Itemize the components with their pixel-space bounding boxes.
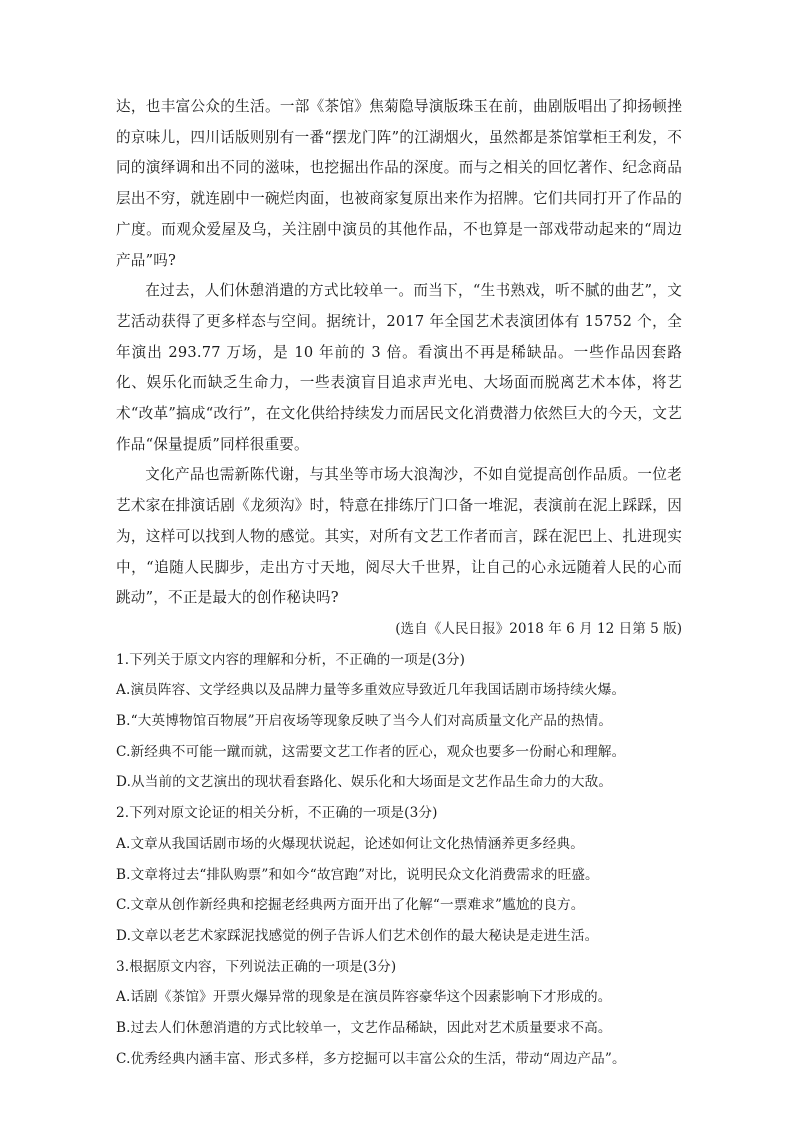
question-option: D.从当前的文艺演出的现状看套路化、娱乐化和大场面是文艺作品生命力的大敌。	[116, 774, 613, 791]
question-option: D.文章以老艺术家踩泥找感觉的例子告诉人们艺术创作的最大秘诀是走进生活。	[116, 927, 599, 944]
question-list	[116, 645, 682, 1075]
question-option: A.文章从我国话剧市场的火爆现状说起，论述如何让文化热情涵养更多经典。	[116, 835, 584, 852]
page-content	[116, 92, 682, 1075]
question-option: C.优秀经典内涵丰富、形式多样，多方挖掘可以丰富公众的生活，带动“周边产品”。	[116, 1050, 626, 1067]
question-option: C.新经典不可能一蹴而就，这需要文艺工作者的匠心，观众也要多一份耐心和理解。	[116, 743, 626, 760]
question-option: B.过去人们休憩消遣的方式比较单一，文艺作品稀缺，因此对艺术质量要求不高。	[116, 1020, 612, 1037]
question-1	[116, 645, 682, 799]
question-stem: 2.下列对原文论证的相关分析，不正确的一项是(3分)	[116, 805, 438, 822]
question-stem: 3.根据原文内容，下列说法正确的一项是(3分)	[116, 958, 397, 975]
article-paragraph-3: 文化产品也需新陈代谢，与其坐等市场大浪淘沙，不如自觉提高创作品质。一位老艺术家在排演话剧《龙须沟》时，特意在排练厅门口备一堆泥，表演前在泥上踩踩，因为，这样可以找到人物的感觉。其实，对所有文艺工作者而言，踩在泥巴上、扎进现实中，“追随人民脚步，走出方寸天地，阅尽大千世界，让自己的心永远随着人民的心而跳动”，不正是最大的创作秘诀吗?	[116, 466, 682, 607]
question-option: A.演员阵容、文学经典以及品牌力量等多重效应导致近几年我国话剧市场持续火爆。	[116, 682, 626, 699]
question-option: B.文章将过去“排队购票”和如今“故宫跑”对比，说明民众文化消费需求的旺盛。	[116, 866, 599, 883]
question-2	[116, 798, 682, 952]
question-option: C.文章从创作新经典和挖掘老经典两方面开出了化解“一票难求”尴尬的良方。	[116, 897, 585, 914]
article-paragraph-2: 在过去，人们休憩消遣的方式比较单一。而当下，“生书熟戏，听不腻的曲艺”，文艺活动获得了更多样态与空间。据统计，2017 年全国艺术表演团体有 15752 个，全年演出 293.77 万场，是 10 年前的 3 倍。看演出不再是稀缺品。一些作品因套路化、娱乐化而缺乏生命力，一些表演盲目追求声光电、大场面而脱离艺术本体，将艺术“改革”搞成“改行”，在文化供给持续发力而居民文化消费潜力依然巨大的今天，文艺作品“保量提质”同样很重要。	[116, 282, 682, 453]
article-paragraph-1: 达，也丰富公众的生活。一部《茶馆》焦菊隐导演版珠玉在前，曲剧版唱出了抑扬顿挫的京味儿，四川话版则别有一番“摆龙门阵”的江湖烟火，虽然都是茶馆掌柜王利发，不同的演绎调和出不同的滋味，也挖掘出作品的深度。而与之相关的回忆著作、纪念商品层出不穷，就连剧中一碗烂肉面，也被商家复原出来作为招牌。它们共同打开了作品的广度。而观众爱屋及乌，关注剧中演员的其他作品，不也算是一部戏带动起来的“周边产品”吗?	[116, 98, 682, 269]
question-option: A.话剧《茶馆》开票火爆异常的现象是在演员阵容豪华这个因素影响下才形成的。	[116, 989, 612, 1006]
question-3	[116, 952, 682, 1075]
question-option: B.“大英博物馆百物展”开启夜场等现象反映了当今人们对高质量文化产品的热情。	[116, 713, 613, 730]
article-source: (选自《人民日报》2018 年 6 月 12 日第 5 版)	[395, 620, 682, 637]
question-stem: 1.下列关于原文内容的理解和分析，不正确的一项是(3分)	[116, 651, 466, 668]
